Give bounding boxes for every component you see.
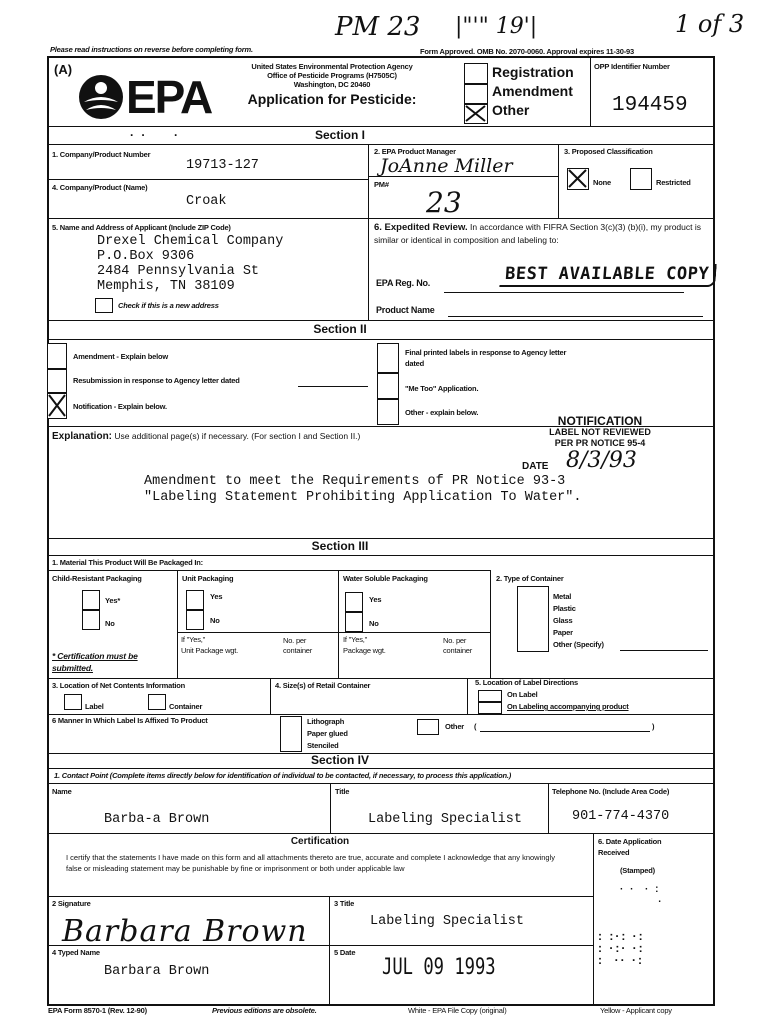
s2-right-item: "Me Too" Application. (405, 384, 479, 393)
label-option: Label (85, 702, 104, 711)
pkg-wgt: Package wgt. (343, 646, 386, 655)
s3-q1: 1. Material This Product Will Be Packaged In: (52, 558, 203, 567)
footer-white: White - EPA File Copy (original) (408, 1006, 507, 1015)
stamp-date-label: DATE (522, 461, 549, 472)
expedited-block (374, 221, 710, 247)
form-title: Application for Pesticide: (247, 91, 417, 107)
company-name: Croak (186, 194, 227, 209)
check-x-icon (465, 105, 486, 122)
epa-logo-text: EPA (126, 71, 212, 123)
on-label-checkbox[interactable] (478, 690, 502, 702)
applicant-line: Memphis, TN 38109 (97, 279, 235, 294)
container-type: Paper (553, 628, 573, 637)
registration-checkbox[interactable] (464, 63, 488, 84)
unit-no-checkbox[interactable] (186, 610, 204, 630)
other-explain-checkbox[interactable] (377, 399, 399, 425)
company-number-label: 1. Company/Product Number (52, 150, 151, 159)
epa-flower-icon (78, 74, 124, 120)
footer-prev: Previous editions are obsolete. (212, 1006, 317, 1015)
omb-approval: Form Approved. OMB No. 2070-0060. Approval expires 11-30-93 (420, 47, 634, 56)
product-name-line (448, 316, 703, 317)
divider (47, 218, 715, 219)
typed-name: Barbara Brown (104, 964, 210, 979)
divider (47, 555, 715, 556)
date-label: 5 Date (334, 948, 356, 957)
pm-num: 23 (426, 186, 462, 219)
best-copy-stamp: BEST AVAILABLE COPY (499, 264, 717, 287)
manner-other-paren: ( (474, 722, 477, 731)
divider (467, 678, 468, 714)
me-too-checkbox[interactable] (377, 373, 399, 399)
manner-option: Stenciled (307, 741, 339, 750)
agency-office: Office of Pesticide Programs (H7505C) (267, 71, 397, 80)
no-label: No (210, 616, 220, 625)
footer-yellow: Yellow - Applicant copy (600, 1006, 672, 1015)
class-restricted-label: Restricted (656, 178, 691, 187)
col-water: Water Soluble Packaging (343, 574, 428, 583)
divider (558, 144, 559, 218)
cert-text: I certify that the statements I have made on this form and all attachments thereto are true, accurate and complete I acknowledge that any knowingly false or misleading statement may be punishable by fine or imprisonment or both under applicable law (66, 853, 556, 873)
section3-title: Section III (311, 539, 369, 553)
check-x-icon (568, 169, 587, 188)
divider (338, 570, 339, 678)
net-label-checkbox[interactable] (64, 694, 82, 710)
no-per-container: No. per container (443, 636, 473, 655)
classification-label: 3. Proposed Classification (564, 147, 653, 156)
on-labeling-checkbox[interactable] (478, 702, 502, 714)
divider (47, 179, 368, 180)
water-yes-checkbox[interactable] (345, 592, 363, 612)
container-type: Other (Specify) (553, 640, 604, 649)
net-container-checkbox[interactable] (148, 694, 166, 710)
child-no-checkbox[interactable] (82, 610, 100, 630)
section2-title: Section II (313, 322, 367, 336)
divider (548, 783, 549, 833)
other-checkbox[interactable] (464, 104, 488, 124)
specify-line (620, 650, 708, 651)
scan-dots: : :·: ·: : ·:· ·: : ·· ·: (598, 929, 645, 967)
manner-option: Paper glued (307, 729, 348, 738)
class-restricted-checkbox[interactable] (630, 168, 652, 190)
divider (47, 945, 593, 946)
manner-other-label: Other (445, 722, 465, 731)
expedited-text: In accordance with FIFRA Section 3(c)(3) (b)(i), my product is similar or identical in composition and labeling to: (374, 222, 702, 245)
s3-q4: 4. Size(s) of Retail Container (275, 681, 371, 690)
notification-stamp (530, 416, 670, 449)
stamp-date: 8/3/93 (566, 448, 637, 473)
agency-name: United States Environmental Protection Agency (251, 62, 413, 71)
amendment-checkbox[interactable] (464, 84, 488, 104)
divider (47, 126, 715, 127)
reg-no-label: EPA Reg. No. (376, 278, 431, 288)
phone: 901-774-4370 (572, 809, 670, 824)
epa-logo (78, 71, 212, 123)
agency-city: Washington, DC 20460 (293, 80, 371, 89)
s2-right-item: Final printed labels in response to Agency letter dated (405, 348, 567, 368)
s3-q5: 5. Location of Label Directions (475, 678, 578, 687)
notification-checkbox[interactable] (47, 393, 67, 419)
divider (593, 833, 594, 1006)
title2: Labeling Specialist (370, 914, 524, 929)
check-x-icon (48, 394, 66, 417)
explanation-label-row (52, 431, 360, 442)
no-label: No (369, 619, 379, 628)
handwritten-mark: |"'" 19'| (455, 14, 538, 39)
manner-other-paren: ) (652, 722, 655, 731)
explanation-line: "Labeling Statement Prohibiting Application To Water". (144, 490, 582, 505)
resubmission-checkbox[interactable] (47, 369, 67, 393)
divider (490, 570, 491, 678)
date-received-label: 6. Date Application Received (598, 837, 662, 857)
title2-label: 3 Title (334, 899, 355, 908)
applicant-line: P.O.Box 9306 (97, 249, 195, 264)
class-none-checkbox[interactable] (567, 168, 589, 190)
signature: Barbara Brown (62, 914, 308, 949)
typed-label: 4 Typed Name (52, 948, 100, 957)
if-yes: If "Yes," (343, 635, 368, 644)
amendment-explain-checkbox[interactable] (47, 343, 67, 369)
divider (47, 320, 715, 321)
divider (329, 896, 330, 1006)
section4-title: Section IV (310, 753, 369, 767)
opp-label: OPP Identifier Number (594, 62, 670, 71)
signature-label: 2 Signature (52, 899, 91, 908)
handwritten-pm: PM 23 (335, 12, 421, 42)
type-amendment: Amendment (492, 83, 573, 99)
final-labels-checkbox[interactable] (377, 343, 399, 373)
stamp-line: LABEL NOT REVIEWED (549, 427, 651, 437)
s2-left-item: Resubmission in response to Agency letter dated (73, 376, 240, 385)
divider (177, 570, 178, 678)
cert-note: * Certification must be submitted. (52, 651, 138, 673)
scan-dots: · · · (130, 128, 180, 142)
section1-title: Section I (314, 128, 365, 142)
reg-no-line (444, 292, 684, 293)
child-yes-checkbox[interactable] (82, 590, 100, 610)
type-registration: Registration (492, 64, 574, 80)
divider (47, 339, 715, 340)
class-none-label: None (593, 178, 611, 187)
divider (47, 896, 593, 897)
s3-q3: 3. Location of Net Contents Information (52, 681, 186, 690)
manner-box-stack[interactable] (280, 716, 302, 752)
divider (590, 56, 591, 126)
s2-right-item: Other - explain below. (405, 408, 479, 417)
col-unit: Unit Packaging (182, 574, 234, 583)
divider (47, 714, 715, 715)
box-letter: (A) (54, 62, 73, 77)
yes-label: Yes (210, 592, 223, 601)
on-label: On Label (507, 690, 538, 699)
divider (368, 144, 369, 320)
explanation-line: Amendment to meet the Requirements of PR Notice 93-3 (144, 474, 566, 489)
name-label: Name (52, 787, 72, 796)
product-name-label: Product Name (376, 305, 435, 315)
footer-form: EPA Form 8570-1 (Rev. 12-90) (48, 1006, 147, 1015)
stamp-line: PER PR NOTICE 95-4 (554, 438, 646, 448)
container-type: Metal (553, 592, 572, 601)
yes-star: Yes* (105, 596, 121, 605)
s2-left-item: Amendment - Explain below (73, 352, 169, 361)
s2-left-item: Notification - Explain below. (73, 402, 167, 411)
divider (47, 570, 490, 571)
contact-title: Labeling Specialist (368, 812, 522, 827)
company-number: 19713-127 (186, 158, 259, 173)
divider (330, 783, 331, 833)
contact-point: 1. Contact Point (Complete items directly below for identification of individual to be contacted, if necessary, to process this application.) (54, 771, 512, 780)
date-stamp: JUL 09 1993 (382, 955, 496, 980)
phone-label: Telephone No. (Include Area Code) (552, 787, 670, 796)
pm-label: 2. EPA Product Manager (374, 147, 456, 156)
new-address-label: Check if this is a new address (118, 301, 219, 310)
stamped: (Stamped) (620, 866, 655, 875)
divider (177, 632, 490, 633)
applicant-label: 5. Name and Address of Applicant (Include ZIP Code) (52, 223, 231, 232)
no-label: No (105, 619, 115, 628)
scan-dots: · · · : . (620, 884, 664, 905)
applicant-line: 2484 Pennsylvania St (97, 264, 260, 279)
no-per-container: No. per container (283, 636, 313, 655)
other-line (480, 731, 650, 732)
title-label: Title (335, 787, 350, 796)
s3-q6: 6 Manner In Which Label Is Affixed To Product (52, 716, 208, 725)
divider (47, 144, 715, 145)
explanation-hint: Use additional page(s) if necessary. (For section I and Section II.) (114, 431, 361, 441)
expedited-title: 6. Expedited Review. (374, 222, 468, 233)
explanation-label: Explanation: (52, 431, 113, 442)
container-option: Container (169, 702, 203, 711)
pm-name: JoAnne Miller (380, 155, 513, 177)
pm-num-label: PM# (374, 180, 389, 189)
divider (47, 678, 715, 679)
divider (368, 176, 558, 177)
on-labeling: On Labeling accompanying product (507, 702, 629, 711)
col-child: Child-Resistant Packaging (52, 574, 142, 583)
cert-title: Certification (290, 836, 350, 847)
opp-number: 194459 (612, 94, 688, 117)
stamp-line: NOTIFICATION (557, 414, 643, 428)
container-type: Glass (553, 616, 573, 625)
container-box-stack[interactable] (517, 586, 549, 652)
instructions-notice: Please read instructions on reverse before completing form. (50, 45, 253, 54)
manner-other-checkbox[interactable] (417, 719, 439, 735)
manner-option: Lithograph (307, 717, 345, 726)
divider (47, 768, 715, 769)
yes-label: Yes (369, 595, 382, 604)
handwritten-page: 1 of 3 (675, 10, 745, 38)
unit-yes-checkbox[interactable] (186, 590, 204, 610)
container-type: Plastic (553, 604, 576, 613)
letter-date-line (298, 386, 368, 387)
water-no-checkbox[interactable] (345, 612, 363, 632)
divider (47, 783, 715, 784)
if-yes: If "Yes," (181, 635, 206, 644)
agency-block (212, 62, 452, 107)
new-address-checkbox[interactable] (95, 298, 113, 313)
company-name-label: 4. Company/Product (Name) (52, 183, 148, 192)
contact-name: Barba-a Brown (104, 812, 210, 827)
type-other: Other (492, 102, 530, 118)
divider (47, 833, 715, 834)
divider (270, 678, 271, 714)
unit-wgt: Unit Package wgt. (181, 646, 239, 655)
s3-q2: 2. Type of Container (496, 574, 564, 583)
applicant-line: Drexel Chemical Company (97, 234, 284, 249)
